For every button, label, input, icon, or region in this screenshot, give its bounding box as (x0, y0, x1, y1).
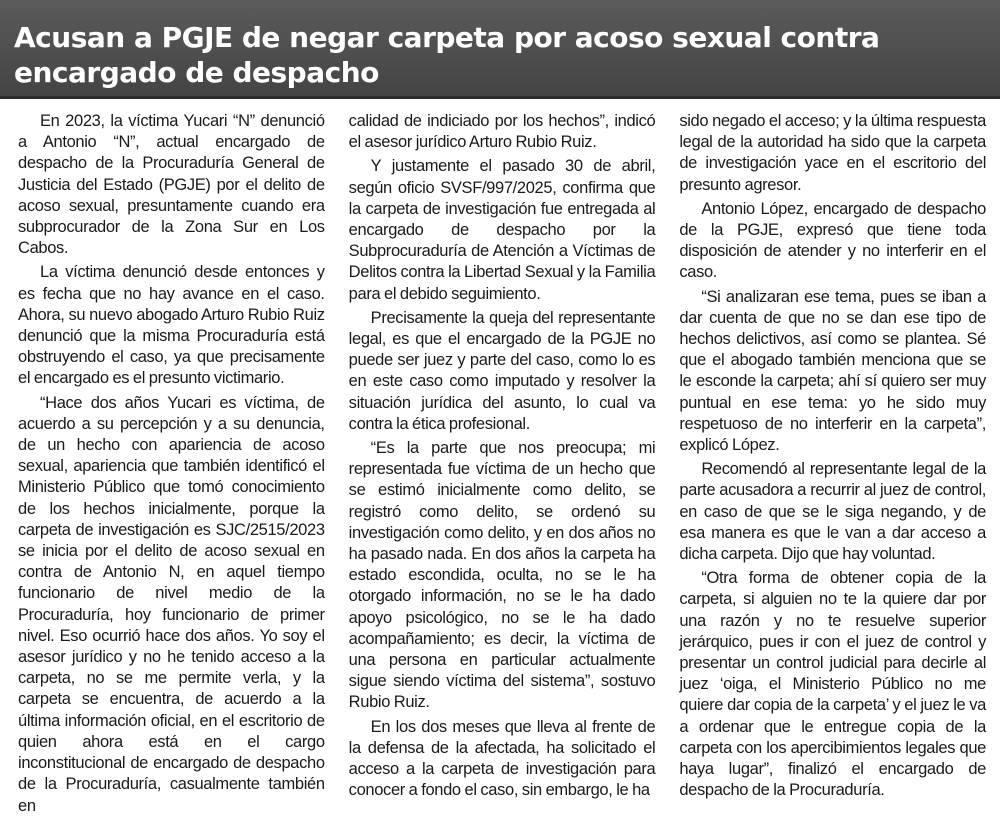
article-paragraph: “Hace dos años Yucari es víctima, de acuerdo a su percepción y a su denuncia, de un hecho con apariencia de acoso sexual, apariencia que también identificó el Ministerio Público que tomó conocimiento de los hechos inicialmente, porque la carpeta de investigación es SJC/2515/2023 se inicia por el delito de acoso sexual en contra de Antonio N, en aquel tiempo funcionario de nivel medio de la Procuraduría, hoy funcionario de primer nivel. Eso ocurrió hace dos años. Yo soy el asesor jurídico y no he tenido acceso a la carpeta, no se me permite verla, y la carpeta se encuentra, de acuerdo a la última información oficial, en el escritorio de quien ahora está en el cargo inconstitucional de encargado de despacho de la Procuraduría, casualmente también en (18, 393, 325, 815)
article-paragraph: La víctima denunció desde entonces y es fecha que no hay avance en el caso. Ahora, su nuevo abogado Arturo Rubio Ruiz denunció que la misma Procuraduría está obstruyendo el caso, ya que precisamente el encargado es el presunto victimario. (18, 263, 325, 388)
headline-banner (0, 0, 1000, 99)
article-paragraph: “Otra forma de obtener copia de la carpeta, si alguien no te la quiere dar por una razón y no te resuelve superior jerárquico, pues ir con el juez de control y presentar un control judicial para decirle al juez ‘oiga, el Ministerio Público no me quiere dar copia de la carpeta’ y el juez le va a ordenar que le entregue copia de la carpeta con los apercibimientos legales que haya lugar”, finalizó el encargado de despacho de la Procuraduría. (679, 569, 987, 800)
column-3 (679, 111, 987, 800)
article-paragraph: sido negado el acceso; y la última respuesta legal de la autoridad ha sido que la carpeta de investigación yace en el escritorio del presunto agresor. (679, 112, 987, 194)
article-paragraph: “Si analizaran ese tema, pues se iban a dar cuenta de que no se dan ese tipo de hechos delictivos, así como se plantea. Sé que el abogado también menciona que se le esconde la carpeta; ahí sí quiero ser muy puntual en ese tema: yo he sido muy respetuoso de no interferir en la carpeta”, explicó López. (679, 287, 987, 455)
article-paragraph: En 2023, la víctima Yucari “N” denunció a Antonio “N”, actual encargado de despacho de la Procuraduría General de Justicia del Estado (PGJE) por el delito de acoso sexual, presuntamente cuando era subprocurador de la Zona Sur en Los Cabos. (18, 112, 325, 258)
article-paragraph: Precisamente la queja del representante legal, es que el encargado de la PGJE no puede ser juez y parte del caso, como lo es en este caso como imputado y resolver la situación jurídica del asunto, lo cual va contra la ética profesional. (348, 308, 656, 433)
article-paragraph: “Es la parte que nos preocupa; mi representada fue víctima de un hecho que se estimó inicialmente como delito, se registró como delito, se ordenó su investigación como delito, y en dos años no ha pasado nada. En dos años la carpeta ha estado escondida, oculta, no se le ha otorgado información, no se le ha dado apoyo psicológico, no se le ha dado acompañamiento; es decir, la víctima de una persona en particular actualmente sigue siendo víctima del sistema”, sostuvo Rubio Ruiz. (348, 439, 656, 712)
article-paragraph: Y justamente el pasado 30 de abril, según oficio SVSF/997/2025, confirma que la carpeta de investigación fue entregada al encargado de despacho por la Subprocuraduría de Atención a Víctimas de Delitos contra la Libertad Sexual y la Familia para el debido seguimiento. (348, 157, 656, 303)
article-paragraph: calidad de indiciado por los hechos”, indicó el asesor jurídico Arturo Rubio Ruiz. (348, 112, 656, 152)
column-2 (348, 111, 656, 800)
article-paragraph: Recomendó al representante legal de la parte acusadora a recurrir al juez de control, en caso de que se le siga negando, y de esa manera es que le van a dar acceso a dicha carpeta. Dijo que hay voluntad. (679, 460, 987, 564)
article-paragraph: Antonio López, encargado de despacho de la PGJE, expresó que tiene toda disposición de atender y no interferir en el caso. (679, 199, 987, 282)
column-1 (18, 111, 325, 815)
article-paragraph: En los dos meses que lleva al frente de la defensa de la afectada, ha solicitado el acceso a la carpeta de investigación para conocer a fondo el caso, sin embargo, le ha (348, 717, 656, 800)
article-headline: Acusan a PGJE de negar carpeta por acoso sexual contra encargado de despacho (14, 21, 880, 89)
article-body (0, 99, 1000, 815)
